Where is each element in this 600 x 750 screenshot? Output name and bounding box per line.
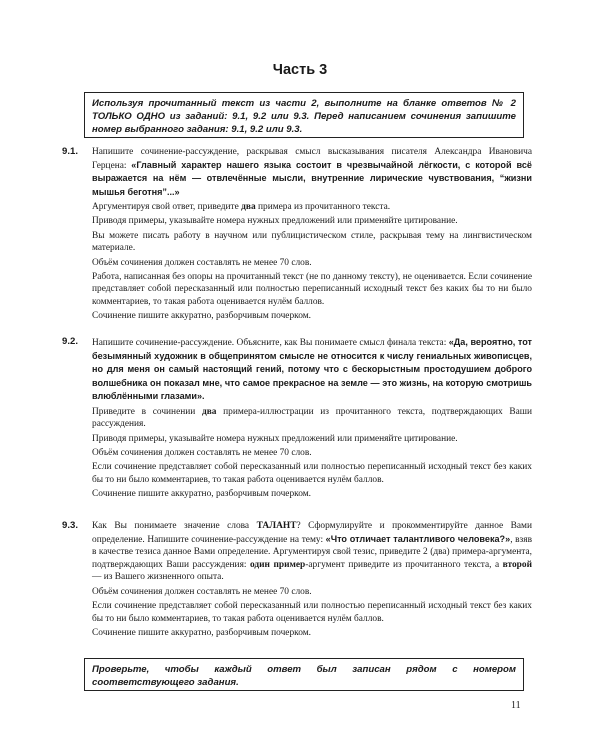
volume-requirement: Объём сочинения должен составлять не менее 70 слов. [92,257,312,268]
task-9-2 [62,336,532,501]
instruction-box: Используя прочитанный текст из части 2, выполните на бланке ответов № 2 ТОЛЬКО ОДНО из заданий: 9.1, 9.2 или 9.3. Перед написанием сочинения запишите номер выбранного задания: 9.1, 9.2 или 9.3. [84,92,524,138]
examples-instruction: Приводя примеры, указывайте номера нужных предложений или применяйте цитирование. [92,216,458,227]
task-number: 9.3. [62,520,79,531]
task-body [92,146,532,323]
task-9-1 [62,146,532,323]
handwriting-note: Сочинение пишите аккуратно, разборчивым почерком. [92,488,312,499]
task-body [92,336,532,501]
examples-instruction: Приводя примеры, указывайте номера нужных предложений или применяйте цитирование. [92,433,458,444]
task-number: 9.2. [62,336,79,347]
task-number: 9.1. [62,146,79,157]
quote: «Главный характер нашего языка состоит в чрезвычайной лёгкости, с которой всё выражается на нём — отвлечённые мысли, внутренние лирические чувствования, “жизни мышья беготня”...» [92,159,532,197]
reminder-box: Проверьте, чтобы каждый ответ был записан рядом с номером соответствующего задания. [84,658,524,691]
argument-instruction: Аргументируя свой ответ, приведите два примера из прочитанного текста. [92,202,391,213]
task-9-3 [62,520,532,639]
keyword: ТАЛАНТ [256,521,297,531]
section-title: Часть 3 [272,62,328,78]
volume-requirement: Объём сочинения должен составлять не менее 70 слов. [92,447,312,458]
grading-rule: Если сочинение представляет собой пересказанный или полностью переписанный исходный текст без каких бы то ни было комментариев, то такая работа оценивается нулём баллов. [92,462,532,485]
task-body [92,520,532,639]
quote: «Да, вероятно, тот безымянный художник в общепринятом смысле не относится к числу гениальных живописцев, но для меня он самый настоящий гений, потому что с бескорыстным простодушием доброго волшебника он показал мне, что самое прекрасное на земле — это жизнь, на которую смотришь влюблёнными глазами». [92,337,533,402]
task-prompt: Как Вы понимаете значение слова ТАЛАНТ? Сформулируйте и прокомментируйте данное Вами определение. Напишите сочинение-рассуждение на тему: «Что отличает талантливого человека?», взяв в качестве тезиса данное Вами определение. Аргументируя свой тезис, приведите 2 (два) примера-аргумента, подтверждающих Ваши рассуждения: один пример-аргумент приведите из прочитанного текста, а второй — из Вашего жизненного опыта. [92,521,533,583]
volume-requirement: Объём сочинения должен составлять не менее 70 слов. [92,586,312,597]
handwriting-note: Сочинение пишите аккуратно, разборчивым почерком. [92,627,312,638]
grading-rule: Работа, написанная без опоры на прочитанный текст (не по данному тексту), не оценивается. Если сочинение представляет собой пересказанный или полностью переписанный исходный текст без каких бы то ни было комментариев, то такая работа оценивается нулём баллов. [92,271,532,307]
essay-topic: «Что отличает талантливого человека?» [325,533,511,544]
handwriting-note: Сочинение пишите аккуратно, разборчивым почерком. [92,311,312,322]
grading-rule: Если сочинение представляет собой пересказанный или полностью переписанный исходный текст без каких бы то ни было комментариев, то такая работа оценивается нулём баллов. [92,600,532,624]
task-prompt: Напишите сочинение-рассуждение. Объясните, как Вы понимаете смысл финала текста: «Да, вероятно, тот безымянный художник в общепринятом смысле не относится к числу гениальных живописцев, но для меня он самый настоящий гений, потому что с бескорыстным простодушием доброго волшебника он показал мне, что самое прекрасное на земле — это жизнь, на которую смотришь влюблёнными глазами». [92,337,533,402]
page-number: 11 [511,700,521,711]
argument-instruction: Приведите в сочинении два примера-иллюстрации из прочитанного текста, подтверждающих Ваши рассуждения. [92,406,532,430]
style-instruction: Вы можете писать работу в научном или публицистическом стиле, раскрывая тему на лингвистическом материале. [92,230,532,254]
task-prompt: Напишите сочинение-рассуждение, раскрывая смысл высказывания писателя Александра Ивановича Герцена: «Главный характер нашего языка состоит в чрезвычайной лёгкости, с которой всё выражается на нём — отвлечённые мысли, внутренние лирические чувствования, “жизни мышья беготня”...» [92,147,532,197]
